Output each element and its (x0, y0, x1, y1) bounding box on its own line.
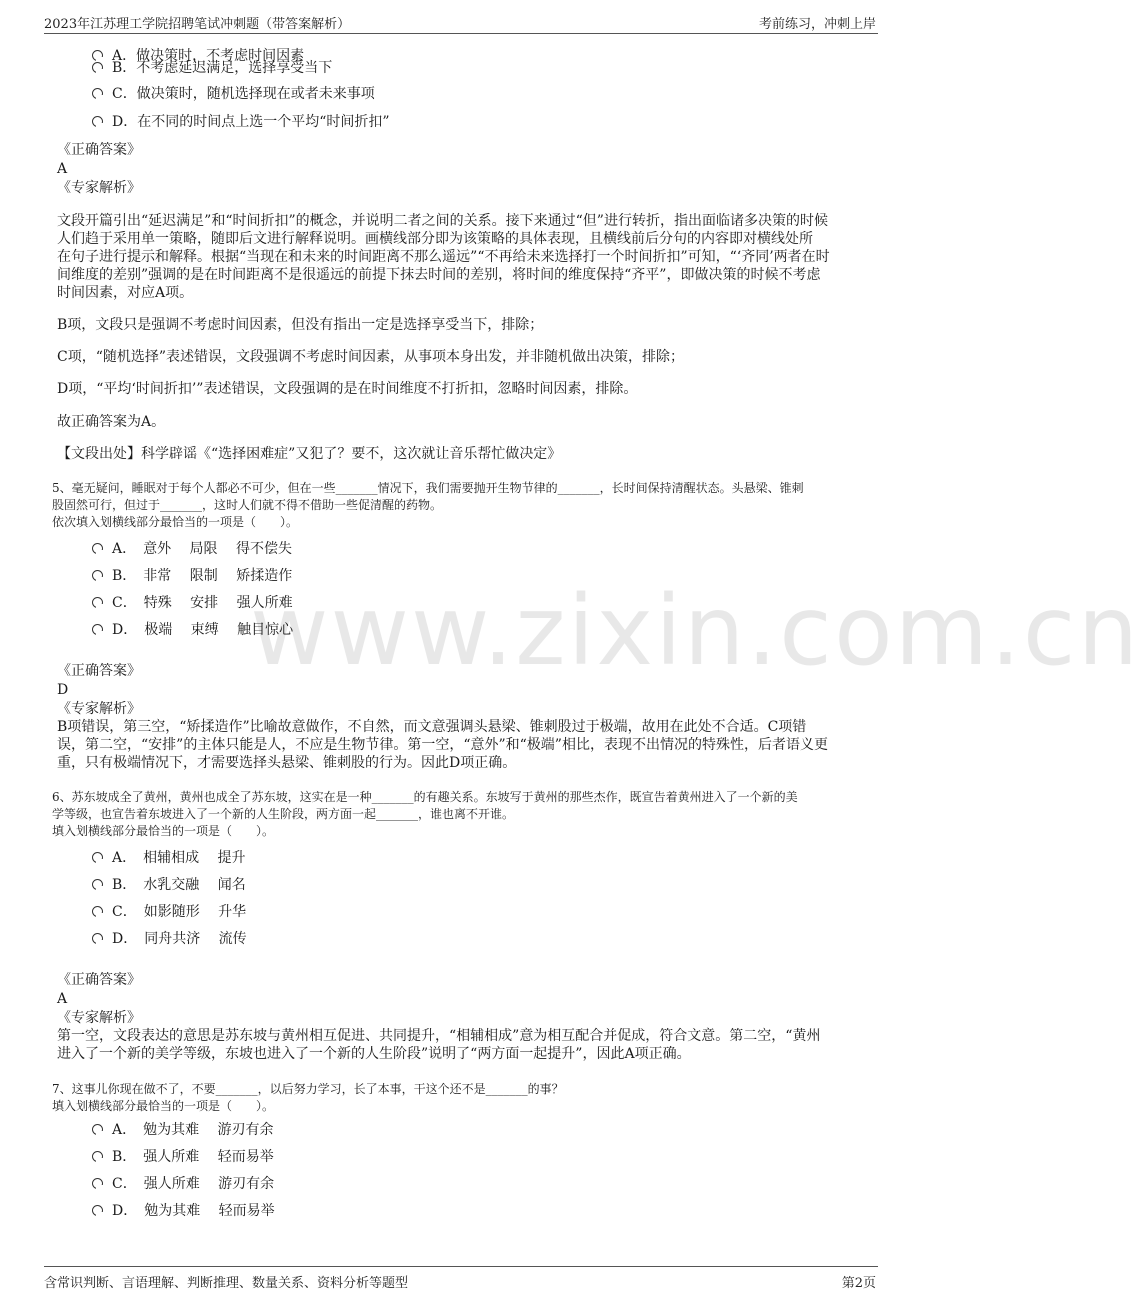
q6-option-c[interactable]: C． 如影随形 升华 (92, 903, 246, 921)
q6-answer-label: 《正确答案》 (57, 972, 141, 988)
q4-note-b: B项，文段只是强调不考虑时间因素，但没有指出一定是选择享受当下，排除； (57, 317, 544, 333)
q5-answer-label: 《正确答案》 (57, 663, 141, 679)
q5-analysis: B项错误，第三空，“矫揉造作”比喻故意做作，不自然，而文意强调头悬梁、锥刺股过于极端，故用在此处不合适。C项错 误，第二空，“安排”的主体只能是人，不应是生物节律。第一空，“意外”和“极端”相比，表现不出情况的特殊性，后者语义更 重，只有极端情况下，才需要选择头悬梁、锥刺股的行为。因此D项正确。 (57, 719, 828, 771)
header-rule (44, 33, 878, 34)
footer-rule (44, 1266, 878, 1267)
radio-icon[interactable] (92, 116, 103, 127)
q5-analysis-label: 《专家解析》 (57, 701, 141, 717)
q6-stem: 6、苏东坡成全了黄州，黄州也成全了苏东坡，这实在是一种_______的有趣关系。东坡写于黄州的那些杰作，既宣告着黄州进入了一个新的美 学等级，也宣告着东坡进入了一个新的人生阶段，两方面一起_______，谁也离不开谁。 填入划横线部分最恰当的一项是（ ）。 (52, 790, 798, 838)
q4-option-c[interactable]: C．做决策时，随机选择现在或者未来事项 (92, 85, 375, 103)
q4-analysis-label: 《专家解析》 (57, 180, 141, 196)
radio-icon[interactable] (92, 543, 103, 554)
radio-icon[interactable] (92, 1205, 103, 1216)
radio-icon[interactable] (92, 852, 103, 863)
q6-option-a[interactable]: A． 相辅相成 提升 (92, 849, 246, 867)
radio-icon[interactable] (92, 879, 103, 890)
q4-option-d[interactable]: D．在不同的时间点上选一个平均“时间折扣” (92, 113, 390, 131)
header-slogan: 考前练习，冲刺上岸 (758, 17, 876, 32)
q6-analysis: 第一空，文段表达的意思是苏东坡与黄州相互促进、共同提升，“相辅相成”意为相互配合并促成，符合文意。第二空，“黄州 进入了一个新的美学等级，东坡也进入了一个新的人生阶段”说明了“两方面一起提升”，因此A项正确。 (57, 1028, 821, 1062)
footer-note: 含常识判断、言语理解、判断推理、数量关系、资料分析等题型 (44, 1276, 409, 1291)
radio-icon[interactable] (92, 933, 103, 944)
q7-option-d[interactable]: D． 勉为其难 轻而易举 (92, 1202, 275, 1220)
q4-conclusion: 故正确答案为A。 (57, 414, 166, 430)
q7-stem: 7、这事儿你现在做不了，不要_______，以后努力学习，长了本事，干这个还不是_______的事？ 填入划横线部分最恰当的一项是（ ）。 (52, 1082, 564, 1113)
q4-answer: A (57, 161, 68, 177)
radio-icon[interactable] (92, 906, 103, 917)
radio-icon[interactable] (92, 1151, 103, 1162)
q6-answer: A (57, 991, 68, 1007)
radio-icon[interactable] (92, 62, 103, 73)
q5-stem: 5、毫无疑问，睡眠对于每个人都必不可少，但在一些_______情况下，我们需要抛开生物节律的_______，长时间保持清醒状态。头悬梁、锥刺 股固然可行，但过于_______，这时人们就不得不借助一些促清醒的药物。 依次填入划横线部分最恰当的一项是（ ）。 (52, 481, 804, 529)
q5-answer: D (57, 682, 69, 698)
q6-option-b[interactable]: B． 水乳交融 闻名 (92, 876, 246, 894)
q7-option-a[interactable]: A． 勉为其难 游刃有余 (92, 1121, 274, 1139)
radio-icon[interactable] (92, 624, 103, 635)
watermark: www.zixin.com.cn (250, 575, 1140, 687)
q4-source: 【文段出处】科学辟谣《“选择困难症”又犯了？要不，这次就让音乐帮忙做决定》 (57, 446, 562, 462)
q5-option-c[interactable]: C． 特殊 安排 强人所难 (92, 594, 293, 612)
page-number: 第2页 (841, 1276, 876, 1291)
header-title: 2023年江苏理工学院招聘笔试冲刺题（带答案解析） (44, 17, 351, 32)
radio-icon[interactable] (92, 1178, 103, 1189)
q6-analysis-label: 《专家解析》 (57, 1010, 141, 1026)
q4-analysis: 文段开篇引出“延迟满足”和“时间折扣”的概念，并说明二者之间的关系。接下来通过“但”进行转折，指出面临诸多决策的时候 人们趋于采用单一策略，随即后文进行解释说明。画横线部分即为该策略的具体表现，且横线前后分句的内容即对横线处所 在句子进行提示和解释。根据“当现在和未来的时间距离不那么遥远”“不再给未来选择打一个时间折扣”可知，“‘齐同’两者在时 间维度的差别”强调的是在时间距离不是很遥远的前提下抹去时间的差别，将时间的维度保持“齐平”，即做决策的时候不考虑 时间因素，对应A项。 (57, 213, 830, 301)
q4-note-c: C项，“随机选择”表述错误，文段强调不考虑时间因素，从事项本身出发，并非随机做出决策，排除； (57, 349, 685, 365)
radio-icon[interactable] (92, 597, 103, 608)
q5-option-a[interactable]: A． 意外 局限 得不偿失 (92, 540, 292, 558)
radio-icon[interactable] (92, 570, 103, 581)
q4-answer-label: 《正确答案》 (57, 142, 141, 158)
q7-option-c[interactable]: C． 强人所难 游刃有余 (92, 1175, 274, 1193)
q5-option-d[interactable]: D． 极端 束缚 触目惊心 (92, 621, 293, 639)
q4-option-a[interactable]: A．做决策时，不考虑时间因素 (92, 47, 304, 65)
q5-option-b[interactable]: B． 非常 限制 矫揉造作 (92, 567, 292, 585)
radio-icon[interactable] (92, 1124, 103, 1135)
q4-note-d: D项，“平均‘时间折扣’”表述错误，文段强调的是在时间维度不打折扣，忽略时间因素，排除。 (57, 381, 638, 397)
q7-option-b[interactable]: B． 强人所难 轻而易举 (92, 1148, 274, 1166)
q4-option-b[interactable]: B．不考虑延迟满足，选择享受当下 (92, 59, 332, 77)
q6-option-d[interactable]: D． 同舟共济 流传 (92, 930, 247, 948)
radio-icon[interactable] (92, 88, 103, 99)
